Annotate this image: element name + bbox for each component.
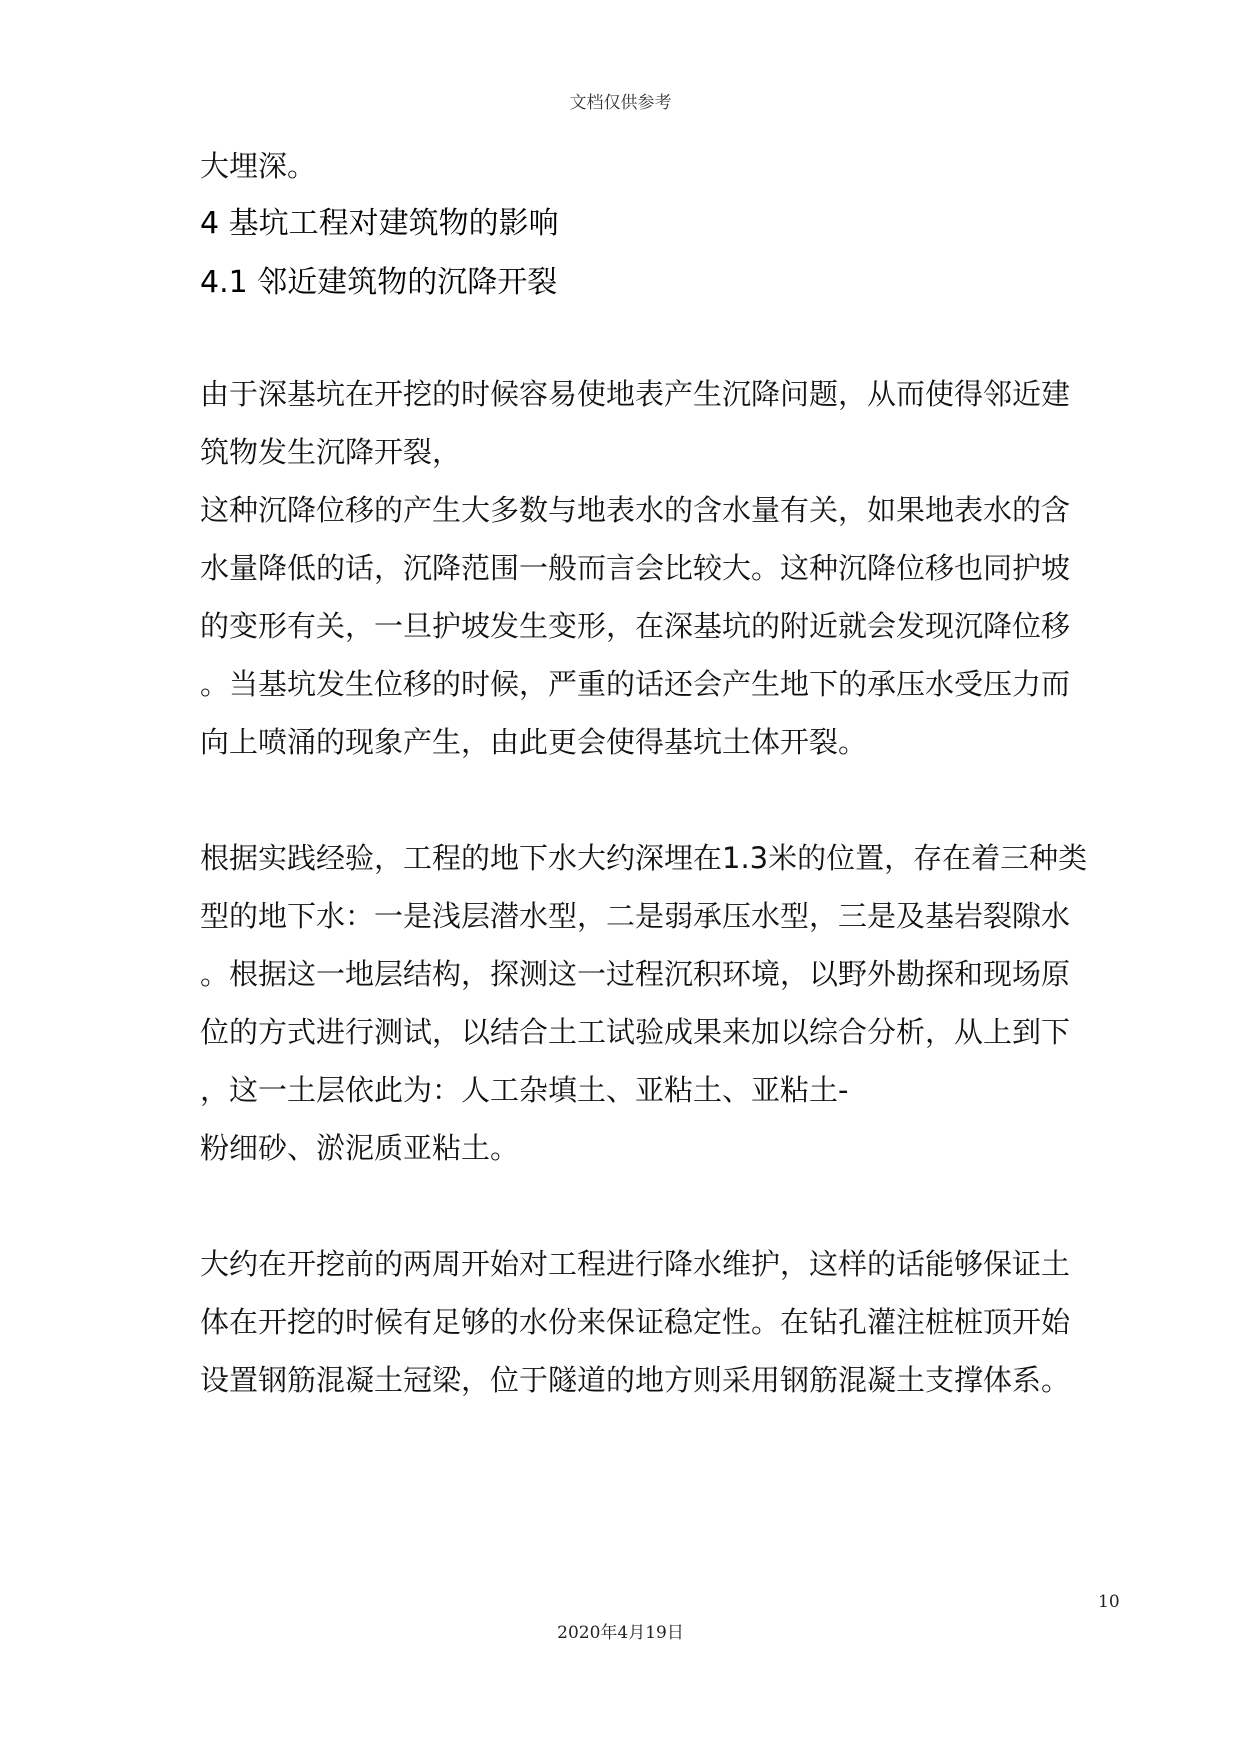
footer-date: 2020年4月19日 bbox=[557, 1623, 684, 1643]
paragraph-1-line: 的变形有关，一旦护坡发生变形，在深基坑的附近就会发现沉降位移 bbox=[200, 609, 1071, 643]
paragraph-2-line: 。根据这一地层结构，探测这一过程沉积环境，以野外勘探和现场原 bbox=[200, 957, 1071, 991]
continuation-text: 大埋深。 bbox=[200, 149, 317, 183]
page-header: 文档仅供参考 bbox=[569, 93, 672, 113]
paragraph-1-line: 水量降低的话，沉降范围一般而言会比较大。这种沉降位移也同护坡 bbox=[200, 551, 1071, 585]
paragraph-3-line: 设置钢筋混凝土冠梁，位于隧道的地方则采用钢筋混凝土支撑体系。 bbox=[200, 1363, 1071, 1397]
page-number: 10 bbox=[1098, 1592, 1120, 1612]
paragraph-2-line: ，这一土层依此为：人工杂填土、亚粘土、亚粘土- bbox=[200, 1073, 849, 1107]
paragraph-1-line: 。当基坑发生位移的时候，严重的话还会产生地下的承压水受压力而 bbox=[200, 667, 1071, 701]
section-heading: 4 基坑工程对建筑物的影响 bbox=[200, 206, 559, 241]
paragraph-2-line: 位的方式进行测试，以结合土工试验成果来加以综合分析，从上到下 bbox=[200, 1015, 1071, 1049]
paragraph-1-line: 由于深基坑在开挖的时候容易使地表产生沉降问题，从而使得邻近建 bbox=[200, 377, 1071, 411]
paragraph-1-line: 向上喷涌的现象产生，由此更会使得基坑土体开裂。 bbox=[200, 725, 868, 759]
paragraph-1-line: 这种沉降位移的产生大多数与地表水的含水量有关，如果地表水的含 bbox=[200, 493, 1071, 527]
paragraph-2-line: 粉细砂、淤泥质亚粘土。 bbox=[200, 1131, 520, 1165]
paragraph-3-line: 体在开挖的时候有足够的水份来保证稳定性。在钻孔灌注桩桩顶开始 bbox=[200, 1305, 1071, 1339]
paragraph-2-line: 根据实践经验，工程的地下水大约深埋在1.3米的位置，存在着三种类 bbox=[200, 841, 1088, 875]
paragraph-1-line: 筑物发生沉降开裂， bbox=[200, 435, 462, 469]
paragraph-2-line: 型的地下水：一是浅层潜水型，二是弱承压水型，三是及基岩裂隙水 bbox=[200, 899, 1071, 933]
subsection-heading: 4.1 邻近建筑物的沉降开裂 bbox=[200, 265, 558, 300]
paragraph-3-line: 大约在开挖前的两周开始对工程进行降水维护，这样的话能够保证土 bbox=[200, 1247, 1071, 1281]
